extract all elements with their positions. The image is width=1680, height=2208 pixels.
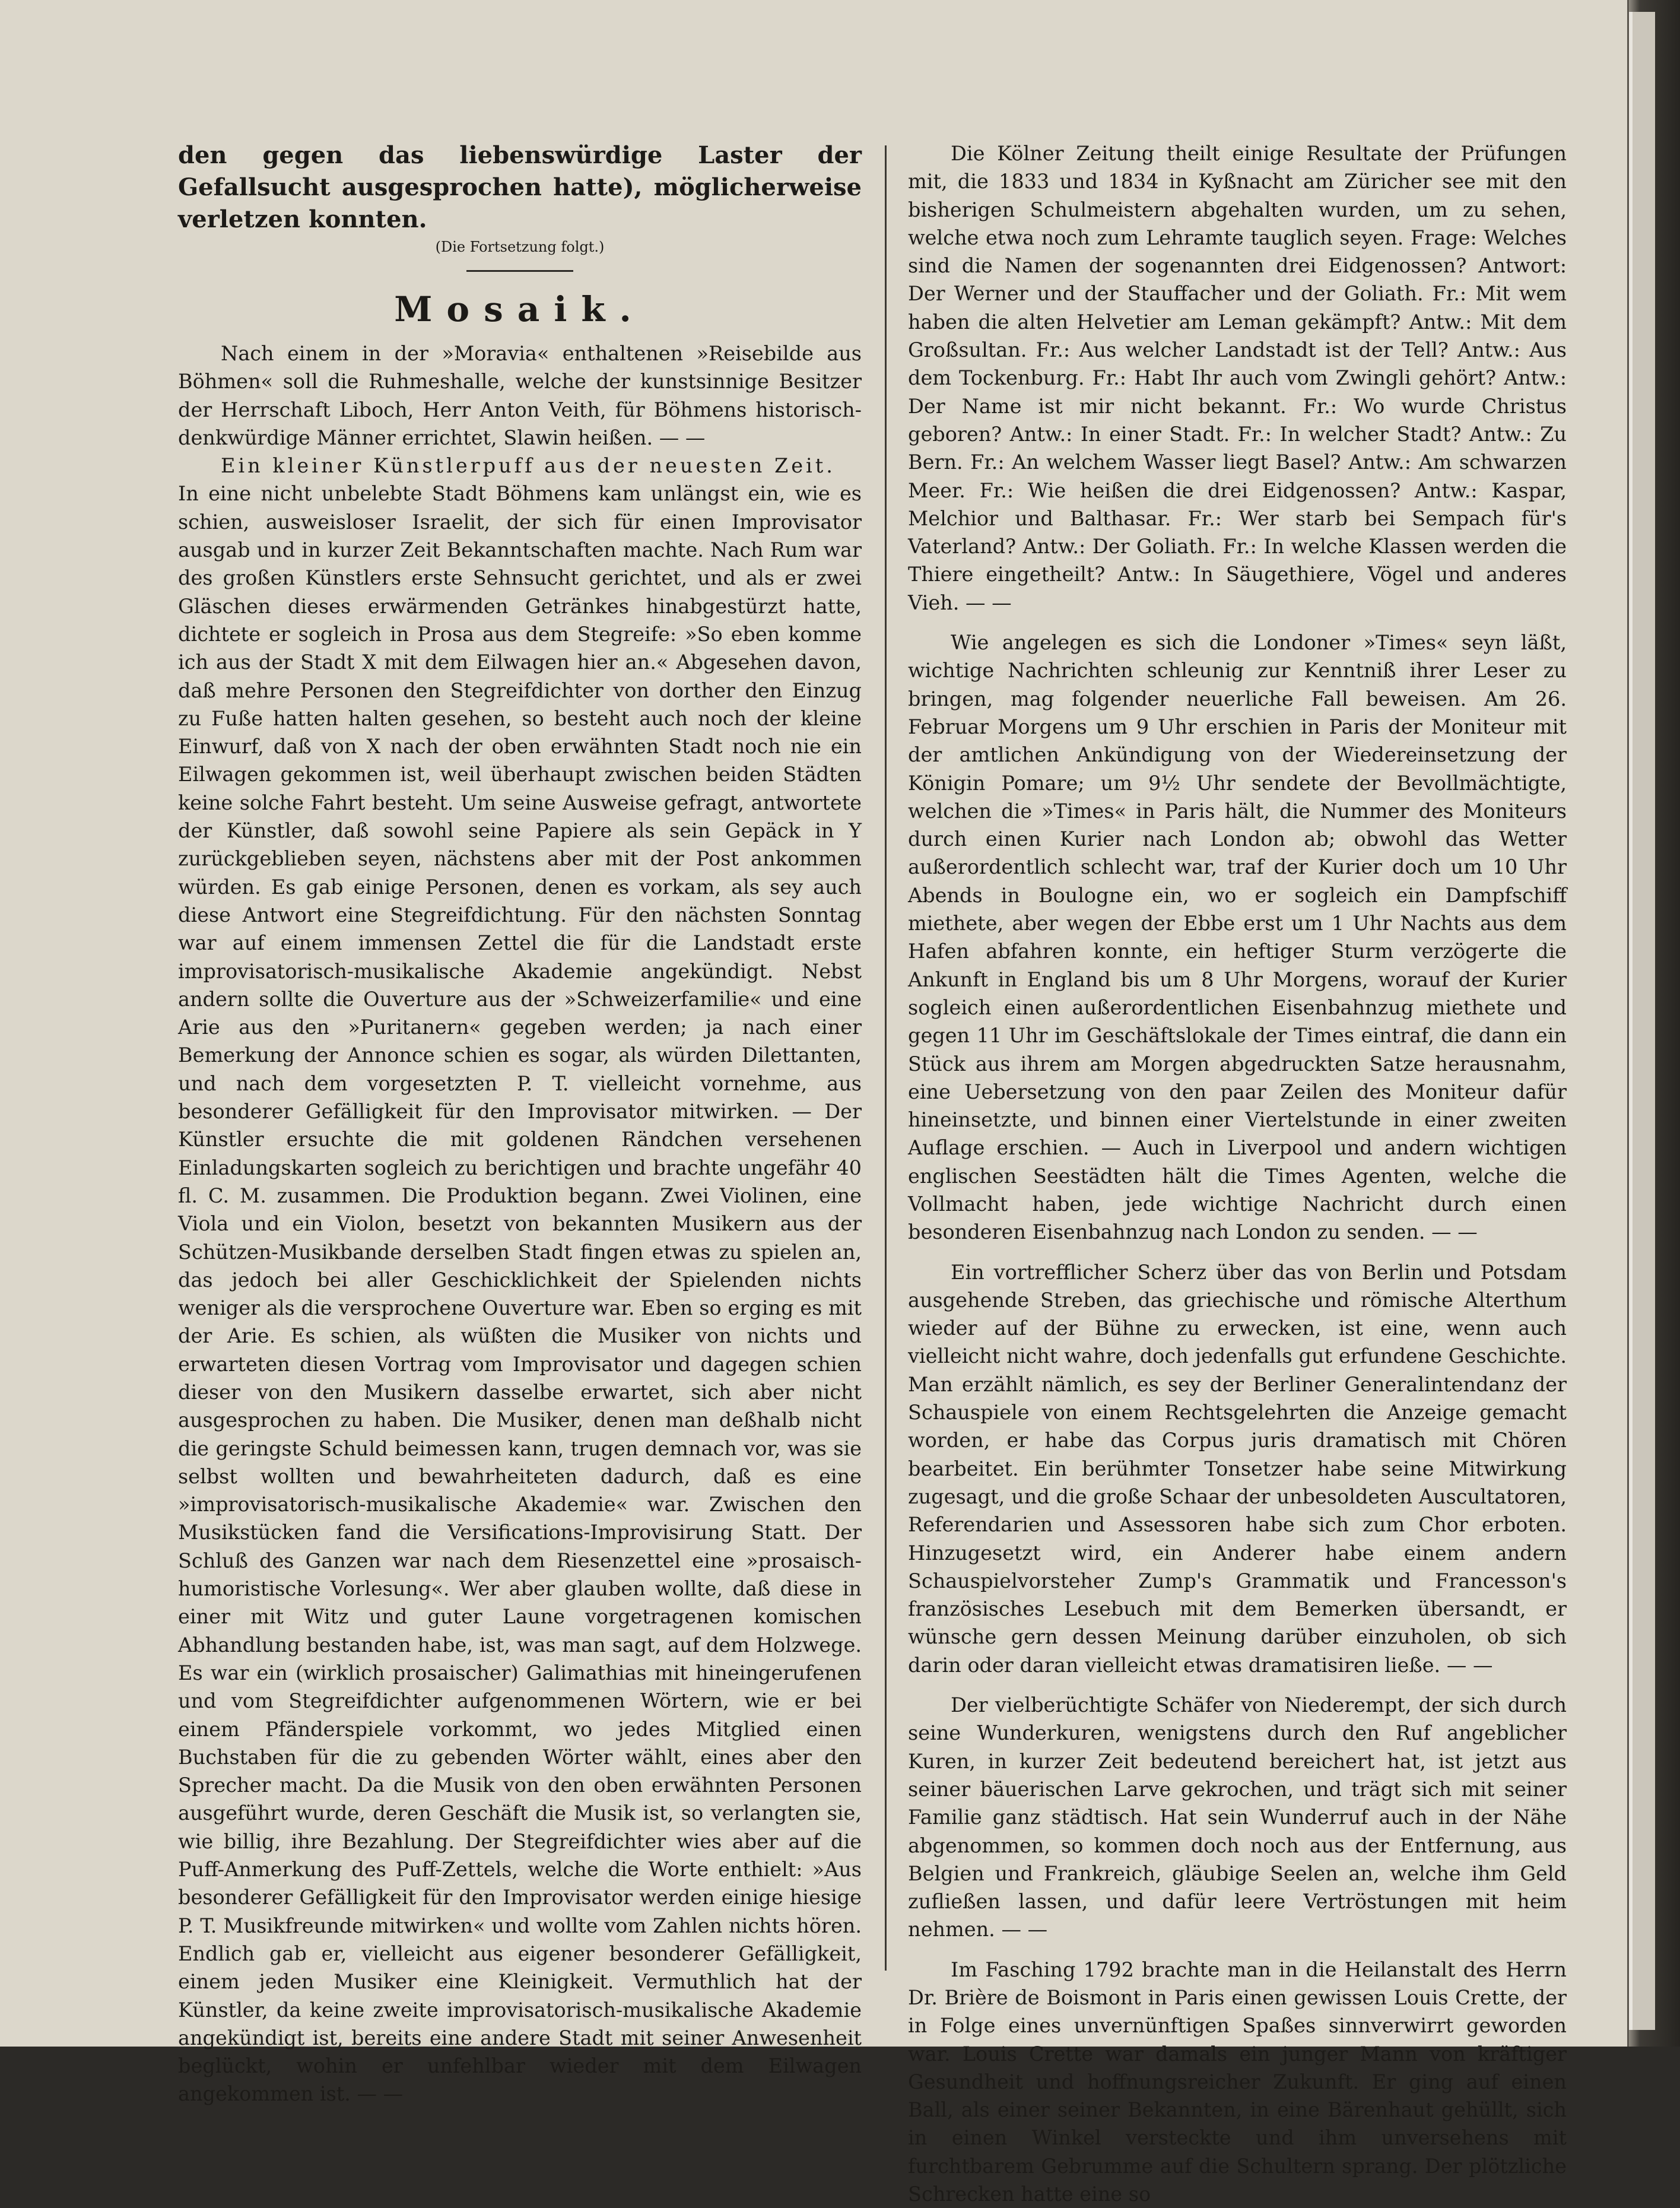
section-title: Mosaik.: [394, 289, 646, 329]
page-edge: [1629, 0, 1680, 2047]
article-paragraph: Im Fasching 1792 brachte man in die Heilanstalt des Herrn Dr. Brière de Boismont in Paris einen gewissen Louis Crette, der in Folge eines unvernünftigen Spaßes sinnverwirrt geworden war. Louis Crette war damals ein junger Mann von kräftiger Gesundheit und hoffnungsreicher Zukunft. Er ging auf einen Ball, als einer seiner Bekannten, in eine Bärenhaut gehüllt, sich in einen Winkel versteckte und ihm unversehens mit furchtbarem Gebrumme auf die Schultern sprang. Der plötzliche Schrecken hatte eine so: [908, 1958, 1567, 2206]
article-paragraph: Der vielberüchtigte Schäfer von Niederempt, der sich durch seine Wunderkuren, wenigstens durch den Ruf angeblicher Kuren, in kurzer Zeit bedeutend bereichert hat, ist jetzt aus seiner bäuerischen Larve gekrochen, und trägt sich mit seiner Familie ganz städtisch. Hat sein Wunderruf auch in der Nähe abgenommen, so kommen doch noch aus der Entfernung, aus Belgien und Frankreich, gläubige Seelen an, welche ihm Geld zufließen lassen, und dafür leere Vertröstungen mit heim nehmen. — —: [908, 1693, 1567, 1941]
next-page-edge: [1629, 12, 1655, 2030]
article-heading: Ein kleiner Künstlerpuff aus der neuesten Zeit.: [221, 454, 836, 478]
paragraph-gap: [908, 617, 1567, 629]
column-rule: [885, 145, 887, 1971]
article-paragraph: Nach einem in der »Moravia« enthaltenen »Reisebilde aus Böhmen« soll die Ruhmeshalle, welche der kunstsinnige Besitzer der Herrschaft Liboch, Herr Anton Veith, für Böhmens historisch-denkwürdige Männer errichtet, Slawin heißen. — —: [178, 342, 862, 449]
article-paragraph: Wie angelegen es sich die Londoner »Times« seyn läßt, wichtige Nachrichten schleunig zur Kenntniß ihrer Leser zu bringen, mag folgender neuerliche Fall beweisen. Am 26. Februar Morgens um 9 Uhr erschien in Paris der Moniteur mit der amtlichen Ankündigung von der Wiedereinsetzung der Königin Pomare; um 9½ Uhr sendete der Bevollmächtigte, welchen die »Times« in Paris hält, die Nummer des Moniteurs durch einen Kurier nach London ab; obwohl das Wetter außerordentlich schlecht war, traf der Kurier doch um 10 Uhr Abends in Boulogne ein, wo er sogleich ein Dampfschiff miethete, aber wegen der Ebbe erst um 1 Uhr Nachts aus dem Hafen abfahren konnte, ein heftiger Sturm verzögerte die Ankunft in England bis um 8 Uhr Morgens, worauf der Kurier sogleich einen außerordentlichen Eisenbahnzug miethete und gegen 11 Uhr im Geschäftslokale der Times eintraf, die dann ein Stück aus ihrem am Morgen abgedruckten Satze herausnahm, eine Uebersetzung von den paar Zeilen des Moniteur dafür hineinsetzte, und binnen einer Viertelstunde in einer zweiten Auflage erschien. — Auch in Liverpool und andern wichtigen englischen Seestädten hält die Times Agenten, welche die Vollmacht haben, jede wichtige Nachricht durch einen besonderen Eisenbahnzug nach London zu senden. — —: [908, 631, 1567, 1244]
left-column: [178, 139, 862, 2108]
continuation-note: (Die Fortsetzung folgt.): [435, 239, 605, 255]
continued-text: den gegen das liebenswürdige Laster der Gefallsucht ausgesprochen hatte), möglicherweise verletzen konnten.: [178, 141, 862, 233]
paragraph-gap: [908, 1679, 1567, 1691]
right-column: [908, 139, 1567, 2208]
paragraph-gap: [908, 1246, 1567, 1258]
paragraph-gap: [908, 1944, 1567, 1956]
article-paragraph: Ein vortrefflicher Scherz über das von Berlin und Potsdam ausgehende Streben, das griechische und römische Alterthum wieder auf der Bühne zu erwecken, ist eine, wenn auch vielleicht nicht wahre, doch jedenfalls gut erfundene Geschichte. Man erzählt nämlich, es sey der Berliner Generalintendanz der Schauspiele von einem Rechtsgelehrten die Anzeige gemacht worden, er habe das Corpus juris dramatisch mit Chören bearbeitet. Ein berühmter Tonsetzer habe seine Mitwirkung zugesagt, und die große Schaar der unbesoldeten Auscultatoren, Referendarien und Assessoren habe sich zum Chor erboten. Hinzugesetzt wird, ein Anderer habe einem andern Schauspielvorsteher Zump's Grammatik und Francesson's französisches Lesebuch mit dem Bemerken übersandt, er wünsche gern dessen Meinung darüber einzuholen, ob sich darin oder daran vielleicht etwas dramatisiren ließe. — —: [908, 1260, 1567, 1677]
article-paragraph: In eine nicht unbelebte Stadt Böhmens kam unlängst ein, wie es schien, ausweisloser Israelit, der sich für einen Improvisator ausgab und in kurzer Zeit Bekanntschaften machte. Nach Rum war des großen Künstlers erste Sehnsucht gerichtet, und als er zwei Gläschen dieses erwärmenden Getränkes hinabgestürzt hatte, dichtete er sogleich in Prosa aus dem Stegreife: »So eben komme ich aus der Stadt X mit dem Eilwagen hier an.« Abgesehen davon, daß mehre Personen den Stegreifdichter von dorther den Einzug zu Fuße hatten halten gesehen, so besteht auch noch der kleine Einwurf, daß von X nach der oben erwähnten Stadt noch nie ein Eilwagen gekommen ist, weil überhaupt zwischen beiden Städten keine solche Fahrt besteht. Um seine Ausweise gefragt, antwortete der Künstler, daß sowohl seine Papiere als sein Gepäck in Y zurückgeblieben seyen, nächstens aber mit der Post ankommen würden. Es gab einige Personen, denen es vorkam, als sey auch diese Antwort eine Stegreifdichtung. Für den nächsten Sonntag war auf einem immensen Zettel die für die Landstadt erste improvisatorisch-musikalische Akademie angekündigt. Nebst andern sollte die Ouverture aus der »Schweizerfamilie« und eine Arie aus den »Puritanern« gegeben werden; ja nach einer Bemerkung der Annonce schien es sogar, als würden Dilettanten, und nach dem vorgesetzten P. T. vielleicht vornehme, aus besonderer Gefälligkeit für den Improvisator mitwirken. — Der Künstler ersuchte die mit goldenen Rändchen versehenen Einladungskarten sogleich zu berichtigen und brachte ungefähr 40 fl. C. M. zusammen. Die Produktion begann. Zwei Violinen, eine Viola und ein Violon, besetzt von bekannten Musikern aus der Schützen-Musikbande derselben Stadt fingen etwas zu spielen an, das jedoch bei aller Geschicklichkeit der Spielenden nichts weniger als die versprochene Ouverture war. Eben so erging es mit der Arie. Es schien, als wüßten die Musiker von nichts und erwarteten diesen Vortrag vom Improvisator und dagegen schien dieser von den Musikern dasselbe erwartet, sich aber nicht ausgesprochen zu haben. Die Musiker, denen man deßhalb nicht die geringste Schuld beimessen kann, trugen demnach vor, was sie selbst wollten und bewahrheiteten dadurch, daß es eine »improvisatorisch-musikalische Akademie« war. Zwischen den Musikstücken fand die Versifications-Improvisirung Statt. Der Schluß des Ganzen war nach dem Riesenzettel eine »prosaisch-humoristische Vorlesung«. Wer aber glauben wollte, daß diese in einer mit Witz und guter Laune vorgetragenen komischen Abhandlung bestanden habe, ist, was man sagt, auf dem Holzwege. Es war ein (wirklich prosaischer) Galimathias mit hineingerufenen und vom Stegreifdichter aufgenommenen Wörtern, wie er bei einem Pfänderspiele vorkommt, wo jedes Mitglied einen Buchstaben für die zu gebenden Wörter wählt, eines aber den Sprecher macht. Da die Musik von den oben erwähnten Personen ausgeführt wurde, deren Geschäft die Musik ist, so verlangten sie, wie billig, ihre Bezahlung. Der Stegreifdichter wies aber auf die Puff-Anmerkung des Puff-Zettels, welche die Worte enthielt: »Aus besonderer Gefälligkeit für den Improvisator werden einige hiesige P. T. Musikfreunde mitwirken« und wollte vom Zahlen nichts hören. Endlich gab er, vielleicht aus eigener besonderer Gefälligkeit, einem jeden Musiker eine Kleinigkeit. Vermuthlich hat der Künstler, da keine zweite improvisatorisch-musikalische Akademie angekündigt ist, bereits eine andere Stadt mit seiner Anwesenheit beglückt, wohin er unfehlbar wieder mit dem Eilwagen angekommen ist. — —: [178, 482, 862, 2106]
section-divider: [466, 270, 573, 272]
article-paragraph: Die Kölner Zeitung theilt einige Resultate der Prüfungen mit, die 1833 und 1834 in Kyßnacht am Züricher see mit den bisherigen Schulmeistern abgehalten wurden, um zu sehen, welche etwa noch zum Lehramte tauglich seyen. Frage: Welches sind die Namen der sogenannten drei Eidgenossen? Antwort: Der Werner und der Stauffacher und der Goliath. Fr.: Mit wem haben die alten Helvetier am Leman gekämpft? Antw.: Mit dem Großsultan. Fr.: Aus welcher Landstadt ist der Tell? Antw.: Aus dem Tockenburg. Fr.: Habt Ihr auch vom Zwingli gehört? Antw.: Der Name ist mir nicht bekannt. Fr.: Wo wurde Christus geboren? Antw.: In einer Stadt. Fr.: In welcher Stadt? Antw.: Zu Bern. Fr.: An welchem Wasser liegt Basel? Antw.: Am schwarzen Meer. Fr.: Wie heißen die drei Eidgenossen? Antw.: Kaspar, Melchior und Balthasar. Fr.: Wer starb bei Sempach für's Vaterland? Antw.: Der Goliath. Fr.: In welche Klassen werden die Thiere eingetheilt? Antw.: In Säugethiere, Vögel und anderes Vieh. — —: [908, 142, 1567, 614]
